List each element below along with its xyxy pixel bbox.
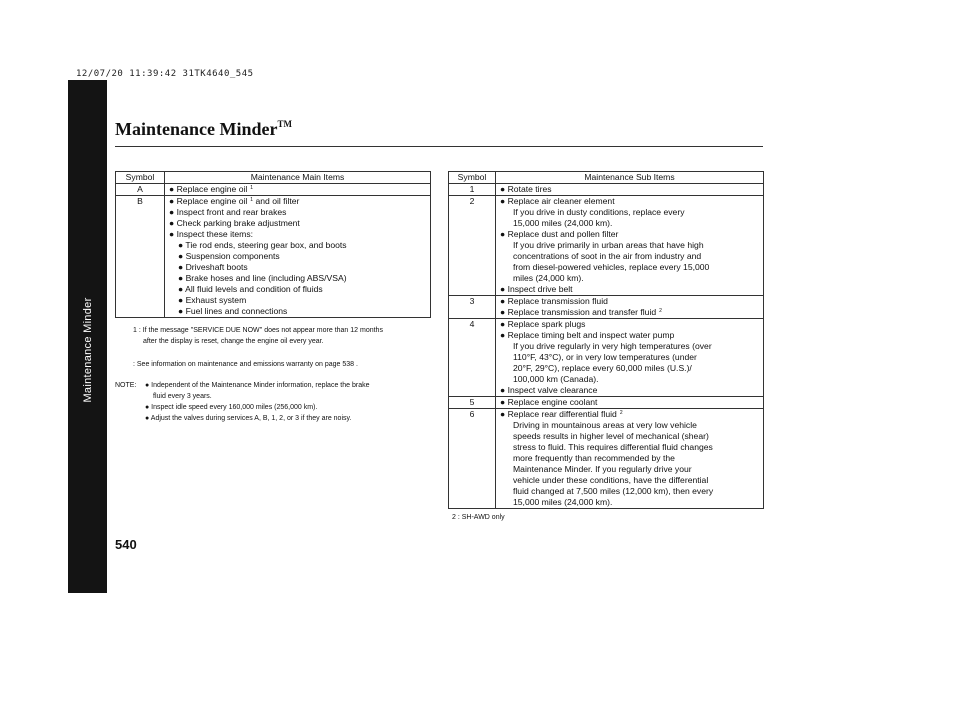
item-line	[500, 497, 759, 508]
page-number: 540	[115, 537, 137, 552]
item-line	[500, 486, 759, 497]
item-text: ● Inspect these items:	[169, 229, 254, 239]
item-line	[500, 284, 759, 295]
item-text: 20°F, 29°C), replace every 60,000 miles (U.S.)/	[513, 363, 692, 373]
items-cell	[165, 196, 431, 318]
symbol-cell: 2	[449, 196, 496, 296]
table-row	[449, 296, 764, 319]
table-row	[449, 409, 764, 509]
footnote-ref: 1	[250, 197, 254, 203]
item-text: Driving in mountainous areas at very low vehicle	[513, 420, 697, 430]
item-text: ● Exhaust system	[178, 295, 247, 305]
item-text: ● Inspect valve clearance	[500, 385, 598, 395]
item-text: ● Check parking brake adjustment	[169, 218, 300, 228]
items-cell	[496, 296, 764, 319]
item-line	[500, 229, 759, 240]
main-items-table	[115, 171, 431, 318]
footnote-1-line-2: after the display is reset, change the engine oil every year.	[143, 338, 324, 345]
sub-symbol-header: Symbol	[449, 172, 496, 184]
item-line	[500, 409, 759, 420]
item-text: more frequently than recommended by the	[513, 453, 675, 463]
side-tab-label: Maintenance Minder	[82, 297, 94, 403]
table-row	[449, 196, 764, 296]
item-text: If you drive primarily in urban areas that have high	[513, 240, 704, 250]
item-line	[169, 295, 426, 306]
footnote-ref: 2	[659, 308, 662, 314]
symbol-cell: 3	[449, 296, 496, 319]
item-line	[169, 240, 426, 251]
item-text: ● Tie rod ends, steering gear box, and boots	[178, 240, 347, 250]
item-line	[500, 240, 759, 251]
item-text: concentrations of soot in the air from industry and	[513, 251, 702, 261]
items-cell	[496, 196, 764, 296]
item-text: fluid changed at 7,500 miles (12,000 km), then every	[513, 486, 714, 496]
item-line	[500, 319, 759, 330]
item-line	[169, 251, 426, 262]
sub-items-header: Maintenance Sub Items	[496, 172, 764, 184]
items-cell	[496, 319, 764, 397]
item-line	[169, 229, 426, 240]
item-text: vehicle under these conditions, have the differential	[513, 475, 709, 485]
footnote-ref: 2	[619, 410, 623, 416]
item-text: speeds results in higher level of mechanical (shear)	[513, 431, 709, 441]
item-text-suffix: and oil filter	[253, 196, 300, 206]
item-line	[500, 420, 759, 431]
symbol-cell: B	[116, 196, 165, 318]
items-cell	[496, 409, 764, 509]
item-text: ● Replace transmission fluid	[500, 296, 608, 306]
symbol-cell: 6	[449, 409, 496, 509]
note-item-continued: fluid every 3 years.	[153, 393, 212, 400]
item-text: 15,000 miles (24,000 km).	[513, 497, 613, 507]
main-symbol-header: Symbol	[116, 172, 165, 184]
main-items-header: Maintenance Main Items	[165, 172, 431, 184]
item-line	[169, 196, 426, 207]
sub-table-body	[449, 184, 764, 509]
print-stamp: 12/07/20 11:39:42 31TK4640_545	[76, 69, 254, 79]
footnote-ref: 1	[250, 185, 254, 191]
item-text: Maintenance Minder. If you regularly drive your	[513, 464, 692, 474]
item-text: ● Replace spark plugs	[500, 319, 586, 329]
item-line	[500, 363, 759, 374]
note-item: ● Independent of the Maintenance Minder information, replace the brake	[145, 382, 370, 389]
item-line	[169, 207, 426, 218]
item-line	[169, 284, 426, 295]
table-row	[449, 184, 764, 196]
item-line	[500, 431, 759, 442]
item-line	[500, 207, 759, 218]
item-line	[169, 218, 426, 229]
item-line	[500, 442, 759, 453]
item-text: ● Replace transmission and transfer fluid	[500, 307, 657, 317]
item-text: 15,000 miles (24,000 km).	[513, 218, 613, 228]
item-text: miles (24,000 km).	[513, 273, 584, 283]
item-line	[500, 397, 759, 408]
item-text: ● Replace timing belt and inspect water pump	[500, 330, 675, 340]
item-line	[500, 374, 759, 385]
item-text: ● Fuel lines and connections	[178, 306, 288, 316]
item-line	[500, 475, 759, 486]
items-cell	[496, 397, 764, 409]
footnote-2: 2 : SH-AWD only	[452, 514, 505, 521]
item-text: 100,000 km (Canada).	[513, 374, 599, 384]
notes-list	[145, 380, 369, 424]
note-item: ● Inspect idle speed every 160,000 miles (256,000 km).	[145, 404, 318, 411]
item-line	[500, 330, 759, 341]
item-text: ● All fluid levels and condition of fluids	[178, 284, 323, 294]
item-text: ● Replace engine oil	[169, 184, 248, 194]
item-line	[500, 196, 759, 207]
title-divider	[115, 146, 763, 147]
item-text: ● Replace dust and pollen filter	[500, 229, 619, 239]
item-text: ● Driveshaft boots	[178, 262, 248, 272]
table-row	[116, 184, 431, 196]
symbol-cell: A	[116, 184, 165, 196]
item-line	[169, 273, 426, 284]
title-text: Maintenance Minder	[115, 119, 278, 139]
table-row	[449, 319, 764, 397]
item-text: ● Replace engine coolant	[500, 397, 598, 407]
items-cell	[165, 184, 431, 196]
items-cell	[496, 184, 764, 196]
item-line	[500, 352, 759, 363]
item-line	[500, 453, 759, 464]
table-row	[116, 196, 431, 318]
item-line	[500, 341, 759, 352]
item-text: ● Inspect drive belt	[500, 284, 573, 294]
item-text: ● Replace rear differential fluid	[500, 409, 617, 419]
item-text: from diesel-powered vehicles, replace every 15,000	[513, 262, 710, 272]
item-line	[500, 218, 759, 229]
item-text: ● Inspect front and rear brakes	[169, 207, 287, 217]
footnote-1	[133, 325, 383, 347]
item-line	[500, 184, 759, 195]
item-text: ● Rotate tires	[500, 184, 552, 194]
item-line	[500, 273, 759, 284]
sub-items-table	[448, 171, 764, 509]
item-text: If you drive in dusty conditions, replace every	[513, 207, 685, 217]
item-line	[500, 307, 759, 318]
item-line	[169, 262, 426, 273]
item-text: ● Replace engine oil	[169, 196, 248, 206]
footnote-warranty: : See information on maintenance and emissions warranty on page 538 .	[133, 361, 358, 368]
item-text: ● Suspension components	[178, 251, 280, 261]
item-line	[500, 262, 759, 273]
symbol-cell: 5	[449, 397, 496, 409]
item-text: ● Brake hoses and line (including ABS/VSA)	[178, 273, 347, 283]
item-line	[169, 184, 426, 195]
item-line	[500, 385, 759, 396]
item-text: ● Replace air cleaner element	[500, 196, 615, 206]
main-table-body	[116, 184, 431, 318]
note-label: NOTE:	[115, 382, 137, 389]
symbol-cell: 1	[449, 184, 496, 196]
item-line	[500, 251, 759, 262]
symbol-cell: 4	[449, 319, 496, 397]
item-line	[169, 306, 426, 317]
footnote-1-line-1: 1 : If the message ''SERVICE DUE NOW'' does not appear more than 12 months	[133, 327, 383, 334]
item-text: 110°F, 43°C), or in very low temperatures (under	[513, 352, 697, 362]
page-title	[115, 119, 292, 140]
item-text: stress to fluid. This requires differential fluid changes	[513, 442, 713, 452]
trademark-mark: TM	[277, 119, 292, 129]
item-text: If you drive regularly in very high temperatures (over	[513, 341, 712, 351]
item-line	[500, 464, 759, 475]
table-row	[449, 397, 764, 409]
item-line	[500, 296, 759, 307]
note-item: ● Adjust the valves during services A, B, 1, 2, or 3 if they are noisy.	[145, 415, 352, 422]
